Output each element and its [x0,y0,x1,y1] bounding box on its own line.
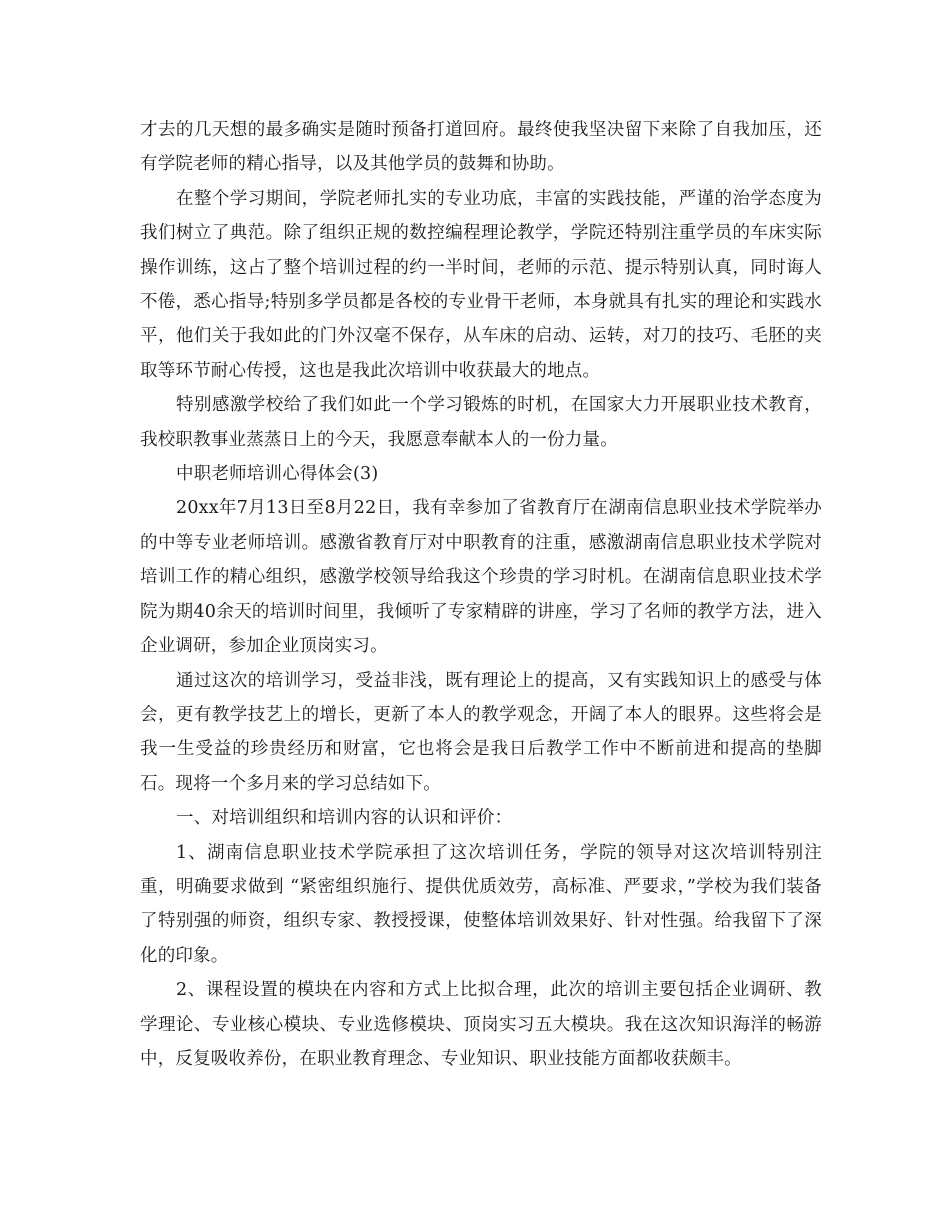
paragraph-point-2: 2、课程设置的模块在内容和方式上比拟合理，此次的培训主要包括企业调研、教学理论、专业核心模块、专业选修模块、顶岗实习五大模块。我在这次知识海洋的畅游中，反复吸收养份，在职业教育理念、专业知识、职业技能方面都收获颇丰。 [140,980,822,1069]
paragraph-teachers-guidance: 在整个学习期间，学院老师扎实的专业功底，丰富的实践技能，严谨的治学态度为我们树立了典范。除了组织正规的数控编程理论教学，学院还特别注重学员的车床实际操作训练，这占了整个培训过程的约一半时间，老师的示范、提示特别认真，同时诲人不倦，悉心指导;特别多学员都是各校的专业骨干老师，本身就具有扎实的理论和实践水平，他们关于我如此的门外汉毫不保存，从车床的启动、运转，对刀的技巧、毛胚的夹取等环节耐心传授，这也是我此次培训中收获最大的地点。 [140,188,822,381]
section-heading: 中职老师培训心得体会(3) [176,464,379,485]
paragraph-continuation: 才去的几天想的最多确实是随时预备打道回府。最终使我坚决留下来除了自我加压，还有学院老师的精心指导，以及其他学员的鼓舞和协助。 [140,120,822,175]
paragraph-gratitude: 特别感激学校给了我们如此一个学习锻炼的时机，在国家大力开展职业技术教育，我校职教事业蒸蒸日上的今天，我愿意奉献本人的一份力量。 [140,395,822,450]
document-body [140,113,822,1076]
paragraph-training-intro: 20xx年7月13日至8月22日，我有幸参加了省教育厅在湖南信息职业技术学院举办的中等专业老师培训。感激省教育厅对中职教育的注重，感激湖南信息职业技术学院对培训工作的精心组织，感激学校领导给我这个珍贵的学习时机。在湖南信息职业技术学院为期40余天的培训时间里，我倾听了专家精辟的讲座，学习了名师的教学方法，进入企业调研，参加企业顶岗实习。 [140,498,822,657]
paragraph-benefits: 通过这次的培训学习，受益非浅，既有理论上的提高，又有实践知识上的感受与体会，更有教学技艺上的增长，更新了本人的教学观念，开阔了本人的眼界。这些将会是我一生受益的珍贵经历和财富，它也将会是我日后教学工作中不断前进和提高的垫脚石。现将一个多月来的学习总结如下。 [140,670,822,794]
paragraph-point-1: 1、湖南信息职业技术学院承担了这次培训任务，学院的领导对这次培训特别注重，明确要求做到 “紧密组织施行、提供优质效劳，高标准、严要求，”学校为我们装备了特别强的师资，组织专家、教授授课，使整体培训效果好、针对性强。给我留下了深化的印象。 [140,842,822,966]
subheading-evaluation: 一、对培训组织和培训内容的认识和评价： [176,808,513,829]
